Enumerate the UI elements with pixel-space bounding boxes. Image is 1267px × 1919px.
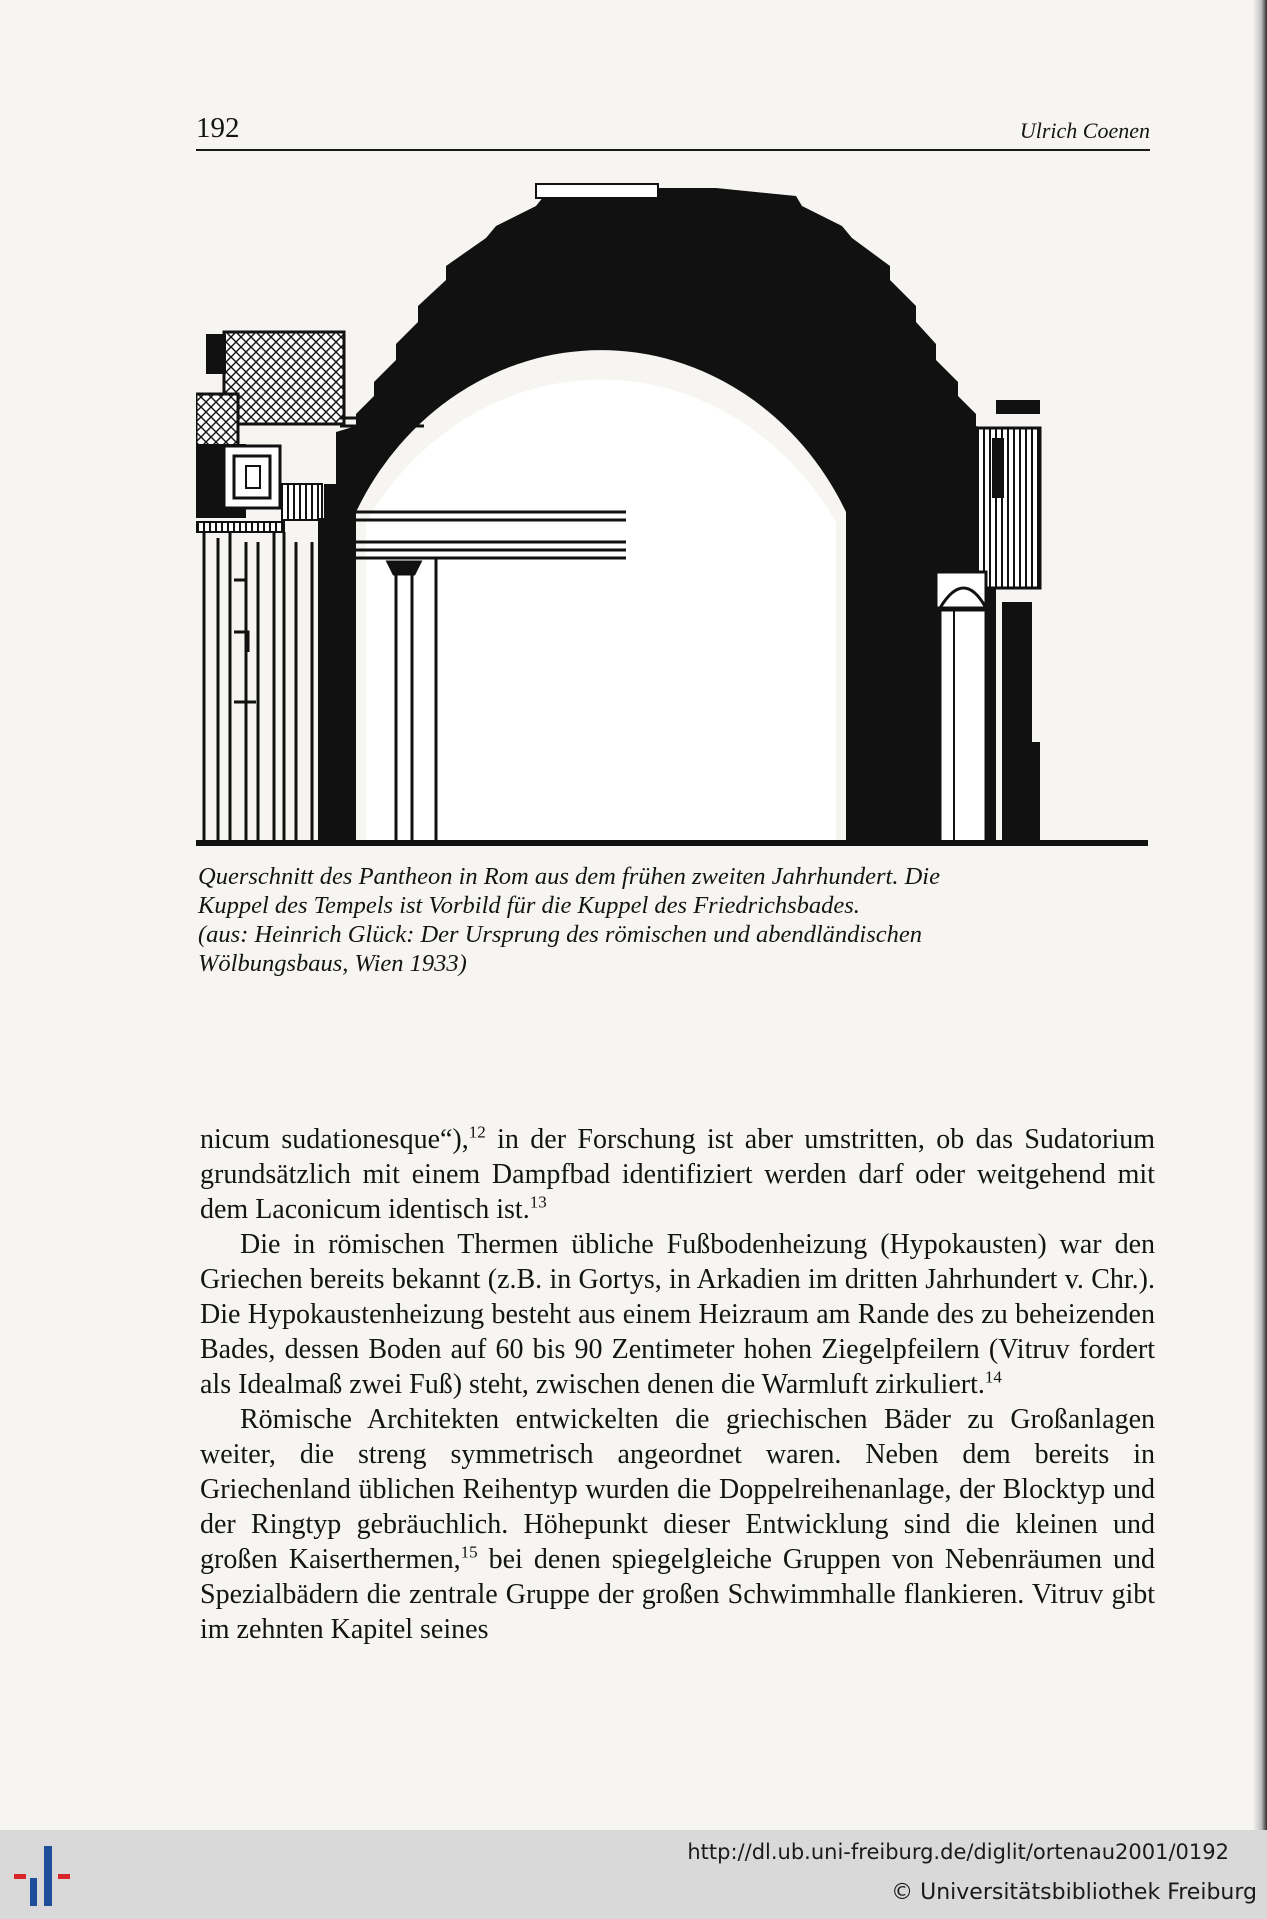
figure-caption xyxy=(198,862,1128,978)
footnote-ref[interactable]: 13 xyxy=(529,1192,547,1212)
text-run: Die in römischen Thermen übliche Fußbodenheizung (Hypokausten) war den Griechen bereits bekannt (z.B. in Gortys, in Arkadien im dritten Jahrhundert v. Chr.). Die Hypokaustenheizung besteht aus einem Heizraum am Rande des zu beheizenden Bades, dessen Boden auf 60 bis 90 Zentimeter hohen Ziegelpfeilern (Vitruv fordert als Idealmaß zwei Fuß) steht, zwischen denen die Warmluft zirkuliert. xyxy=(200,1229,1155,1400)
caption-line: Kuppel des Tempels ist Vorbild für die Kuppel des Friedrichsbades. xyxy=(198,892,860,919)
footer-url-link[interactable]: http://dl.ub.uni-freiburg.de/diglit/ortenau2001/0192 xyxy=(687,1840,1229,1864)
page-header xyxy=(196,112,1150,152)
caption-line: Wölbungsbaus, Wien 1933) xyxy=(198,950,467,977)
paragraph-2 xyxy=(200,1227,1155,1402)
footnote-ref[interactable]: 15 xyxy=(460,1542,478,1562)
page-edge-shadow xyxy=(1253,0,1267,1830)
text-run: in der Forschung ist aber umstritten, ob das Sudatorium grundsätzlich mit einem Dampfbad identifiziert werden darf oder weitgehend mit dem Laconicum identisch ist. xyxy=(200,1124,1156,1225)
page-number: 192 xyxy=(196,112,240,144)
footnote-ref[interactable]: 14 xyxy=(984,1367,1002,1387)
caption-line: Querschnitt des Pantheon in Rom aus dem frühen zweiten Jahrhundert. Die xyxy=(198,863,940,890)
text-run: nicum sudationesque“), xyxy=(200,1124,469,1155)
paragraph-1 xyxy=(200,1122,1155,1227)
footnote-ref[interactable]: 12 xyxy=(468,1122,486,1142)
pantheon-cross-section-drawing xyxy=(196,182,1156,854)
running-head-author: Ulrich Coenen xyxy=(1019,118,1150,143)
footer-bar xyxy=(0,1830,1267,1919)
paragraph-3 xyxy=(200,1402,1155,1647)
header-rule xyxy=(196,149,1150,151)
text-run: bei denen spiegelgleiche Gruppen von Nebenräumen und Spezialbädern die zentrale Gruppe der großen Schwimmhalle flankieren. Vitruv gibt im zehnten Kapitel seines xyxy=(200,1544,1155,1645)
body-text xyxy=(200,1122,1155,1647)
footer-copyright: © Universitätsbibliothek Freiburg xyxy=(891,1880,1257,1905)
pantheon-cross-section-figure xyxy=(196,182,1156,854)
ub-freiburg-logo-icon[interactable] xyxy=(12,1844,82,1908)
caption-line: (aus: Heinrich Glück: Der Ursprung des römischen und abendländischen xyxy=(198,921,922,948)
text-run: Römische Architekten entwickelten die griechischen Bäder zu Großanlagen weiter, die streng symmetrisch angeordnet waren. Neben dem bereits in Griechenland üblichen Reihentyp wurden die Doppelreihenanlage, der Blocktyp und der Ringtyp gebräuchlich. Höhepunkt dieser Entwicklung sind die kleinen und großen Kaiserthermen, xyxy=(200,1404,1155,1575)
